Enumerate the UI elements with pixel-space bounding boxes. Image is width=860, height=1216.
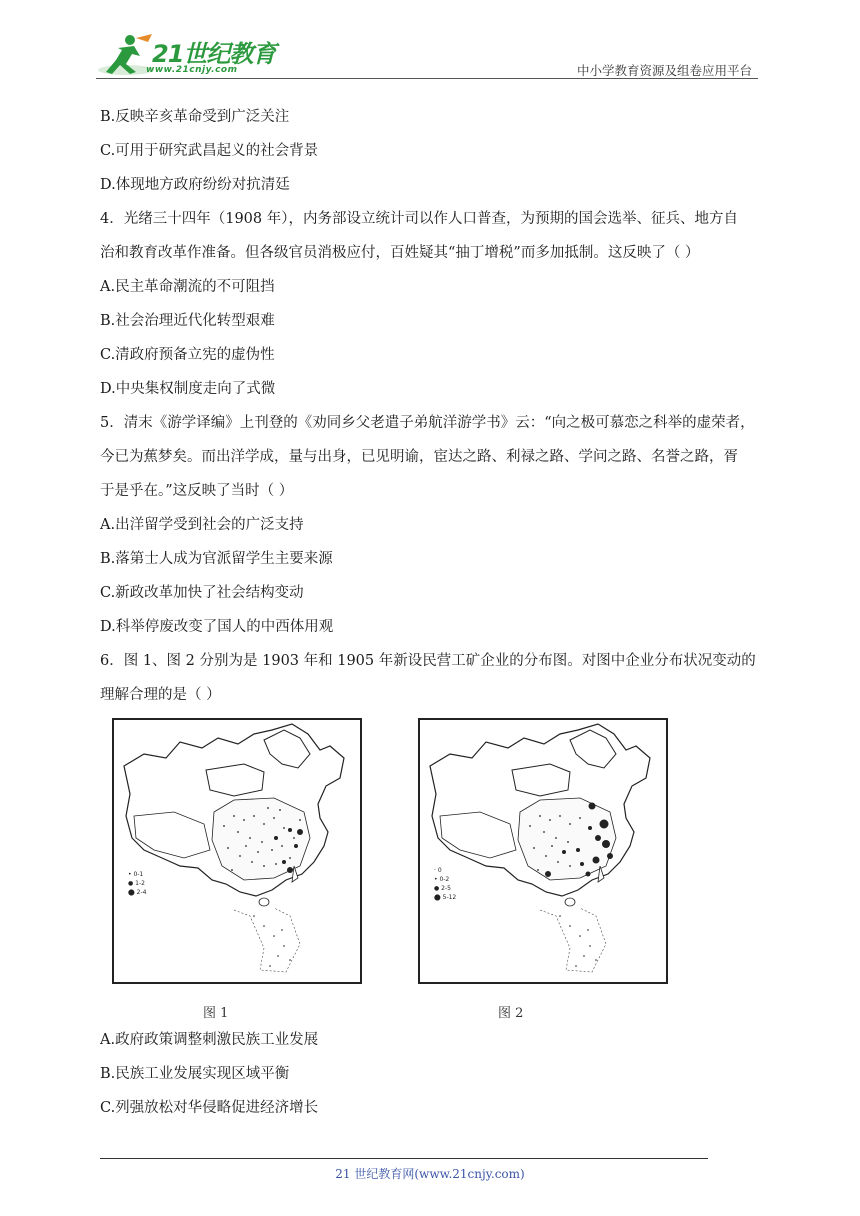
map-1-caption: 图 1 bbox=[203, 1006, 229, 1021]
option-line: C.可用于研究武昌起义的社会背景 bbox=[100, 143, 319, 159]
map-2-legend: · 0 • 0-2 ● 2-5 ⬤ 5-12 bbox=[434, 867, 457, 901]
option-line: A.政府政策调整刺激民族工业发展 bbox=[100, 1032, 319, 1048]
question-6-stem: 6．图 1、图 2 分别为是 1903 年和 1905 年新设民营工矿企业的分布图。对图中企业分布状况变动的 bbox=[100, 653, 756, 669]
option-line: D.科举停废改变了国人的中西体用观 bbox=[100, 619, 334, 635]
footer-divider bbox=[100, 1158, 708, 1159]
option-line: C.新政改革加快了社会结构变动 bbox=[100, 585, 304, 601]
header-divider bbox=[96, 78, 758, 79]
option-line: B.民族工业发展实现区域平衡 bbox=[100, 1066, 290, 1082]
option-line: C.清政府预备立宪的虚伪性 bbox=[100, 347, 275, 363]
option-line: D.体现地方政府纷纷对抗清廷 bbox=[100, 177, 290, 193]
page-header bbox=[96, 28, 758, 80]
question-4-stem: 治和教育改革作准备。但各级官员消极应付，百姓疑其“抽丁增税”而多加抵制。这反映了（ ） bbox=[100, 245, 700, 261]
question-content bbox=[100, 100, 760, 1125]
option-line: B.反映辛亥革命受到广泛关注 bbox=[100, 109, 290, 125]
logo bbox=[96, 32, 296, 78]
china-map-2 bbox=[420, 720, 666, 982]
option-line: C.列强放松对华侵略促进经济增长 bbox=[100, 1100, 319, 1116]
question-4-stem: 4．光绪三十四年（1908 年），内务部设立统计司以作人口普查，为预期的国会选举、征兵、地方自 bbox=[100, 211, 738, 227]
option-line: B.社会治理近代化转型艰难 bbox=[100, 313, 275, 329]
footer-source[interactable]: 21 世纪教育网(www.21cnjy.com) bbox=[335, 1167, 525, 1181]
map-figure-2 bbox=[418, 718, 668, 984]
map-figure-1 bbox=[112, 718, 362, 984]
china-map-1 bbox=[114, 720, 360, 982]
logo-url: www.21cnjy.com bbox=[146, 65, 238, 75]
logo-text: 21世纪教育 bbox=[152, 40, 276, 68]
question-5-stem: 5．清末《游学译编》上刊登的《劝同乡父老遣子弟航洋游学书》云：“向之极可慕恋之科举的虚荣者， bbox=[100, 415, 755, 431]
map-2-caption: 图 2 bbox=[498, 1006, 524, 1021]
option-line: D.中央集权制度走向了式微 bbox=[100, 381, 276, 397]
option-line: B.落第士人成为官派留学生主要来源 bbox=[100, 551, 333, 567]
map-figures bbox=[100, 718, 760, 1023]
platform-name: 中小学教育资源及组卷应用平台 bbox=[576, 63, 752, 78]
question-5-stem: 今已为蕉梦矣。而出洋学成，量与出身，已见明谕，宦达之路、利禄之路、学问之路、名誉之路，胥 bbox=[100, 449, 738, 465]
option-line: A.出洋留学受到社会的广泛支持 bbox=[100, 517, 304, 533]
map-1-legend: • 0-1 ● 1-2 ⬤ 2-4 bbox=[128, 871, 147, 896]
question-5-stem: 于是乎在。”这反映了当时（ ） bbox=[100, 483, 294, 499]
option-line: A.民主革命潮流的不可阻挡 bbox=[100, 279, 275, 295]
question-6-stem: 理解合理的是（ ） bbox=[100, 687, 221, 703]
